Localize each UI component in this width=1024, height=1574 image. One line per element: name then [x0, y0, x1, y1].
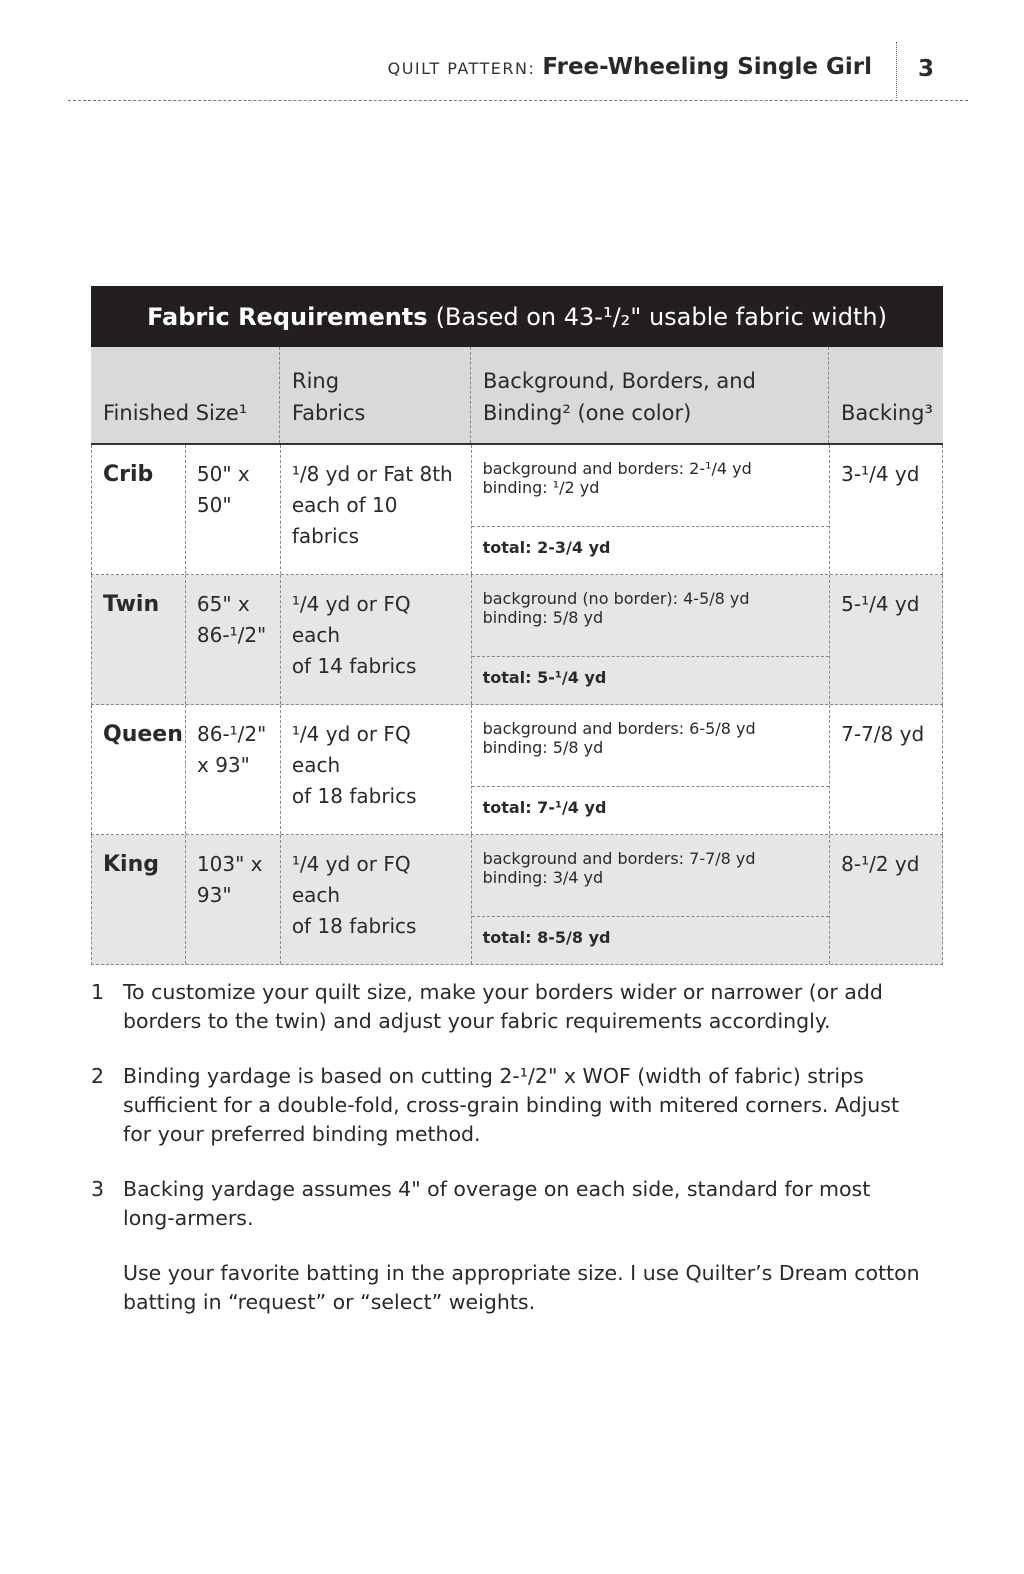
size-name: Crib: [92, 445, 186, 574]
size-dimensions: 65" x 86-¹/2": [186, 575, 281, 704]
footnote-text: To customize your quilt size, make your borders wider or narrower (or add borders to the twin) and adjust your fabric requirements accordingly.: [123, 980, 883, 1033]
column-header-row: [91, 347, 943, 445]
backing-amount: 7-7/8 yd: [841, 722, 925, 746]
running-header: [68, 40, 968, 101]
column-header-background-label: Background, Borders, and Binding² (one color): [483, 369, 756, 425]
size-dimensions: 86-¹/2" x 93": [186, 705, 281, 834]
ring-fabrics: ¹/4 yd or FQ each of 18 fabrics: [281, 835, 472, 964]
table-title-rest: (Based on 43-¹/₂" usable fabric width): [435, 302, 887, 331]
ring-fabrics: ¹/4 yd or FQ each of 14 fabrics: [281, 575, 472, 704]
background-total: total: 7-¹/4 yd: [482, 798, 607, 817]
background-details: background and borders: 2-¹/4 yd binding: ¹/2 yd: [472, 445, 830, 527]
background-total: total: 5-¹/4 yd: [482, 668, 607, 687]
size-dimensions: 103" x 93": [186, 835, 281, 964]
size-dimensions: 50" x 50": [186, 445, 281, 574]
header-title: Free-Wheeling Single Girl: [542, 54, 872, 80]
size-name: King: [92, 835, 186, 964]
background-total: total: 2-3/4 yd: [482, 538, 611, 557]
backing-amount: 8-¹/2 yd: [841, 852, 920, 876]
footnote-number: 2: [91, 1064, 105, 1088]
background-details: background and borders: 7-7/8 yd binding: 3/4 yd: [472, 835, 830, 917]
column-header-backing: [829, 347, 943, 443]
footnote-number: 3: [91, 1177, 105, 1201]
page-number: 3: [918, 56, 935, 82]
footnotes: [91, 978, 921, 1317]
footnote: [91, 1175, 921, 1233]
footnote: [91, 978, 921, 1036]
ring-fabrics: ¹/4 yd or FQ each of 18 fabrics: [281, 705, 472, 834]
backing-amount: 5-¹/4 yd: [841, 592, 920, 616]
fabric-requirements-table: [91, 286, 943, 965]
table-title: [91, 286, 943, 347]
size-name: Twin: [92, 575, 186, 704]
column-header-ring-fabrics-label: Ring Fabrics: [292, 369, 366, 425]
header-divider: [896, 42, 897, 98]
column-header-finished-size-label: Finished Size¹: [103, 400, 248, 425]
table-row: [91, 445, 943, 575]
footnote-text: Binding yardage is based on cutting 2-¹/2" x WOF (width of fabric) strips sufficient for a double-fold, cross-grain binding with mitered corners. Adjust for your preferred binding method.: [123, 1064, 900, 1146]
background-cell: [472, 835, 831, 964]
table-row: [91, 835, 943, 965]
background-cell: [472, 445, 831, 574]
background-details: background and borders: 6-5/8 yd binding: 5/8 yd: [472, 705, 829, 787]
footnote: [91, 1062, 921, 1149]
header-label: QUILT PATTERN:: [387, 59, 536, 78]
background-cell: [472, 705, 830, 834]
footnote-number: 1: [91, 980, 105, 1004]
table-row: [91, 575, 943, 705]
background-cell: [472, 575, 831, 704]
ring-fabrics: ¹/8 yd or Fat 8th each of 10 fabrics: [281, 445, 472, 574]
batting-note: Use your favorite batting in the appropriate size. I use Quilter’s Dream cotton batting in “request” or “select” weights.: [123, 1261, 920, 1314]
header-text: [388, 54, 872, 80]
table-title-bold: Fabric Requirements: [147, 302, 428, 331]
footnote-text: Backing yardage assumes 4" of overage on each side, standard for most long-armers.: [123, 1177, 871, 1230]
header-rule: [68, 100, 968, 101]
background-total: total: 8-5/8 yd: [482, 928, 611, 947]
background-details: background (no border): 4-5/8 yd binding: 5/8 yd: [472, 575, 830, 657]
size-name: Queen: [92, 705, 186, 834]
table-row: [91, 705, 943, 835]
backing-amount: 3-¹/4 yd: [841, 462, 920, 486]
column-header-backing-label: Backing³: [841, 400, 933, 425]
column-header-finished-size: [91, 347, 280, 443]
column-header-background: [471, 347, 829, 443]
column-header-ring-fabrics: [280, 347, 471, 443]
